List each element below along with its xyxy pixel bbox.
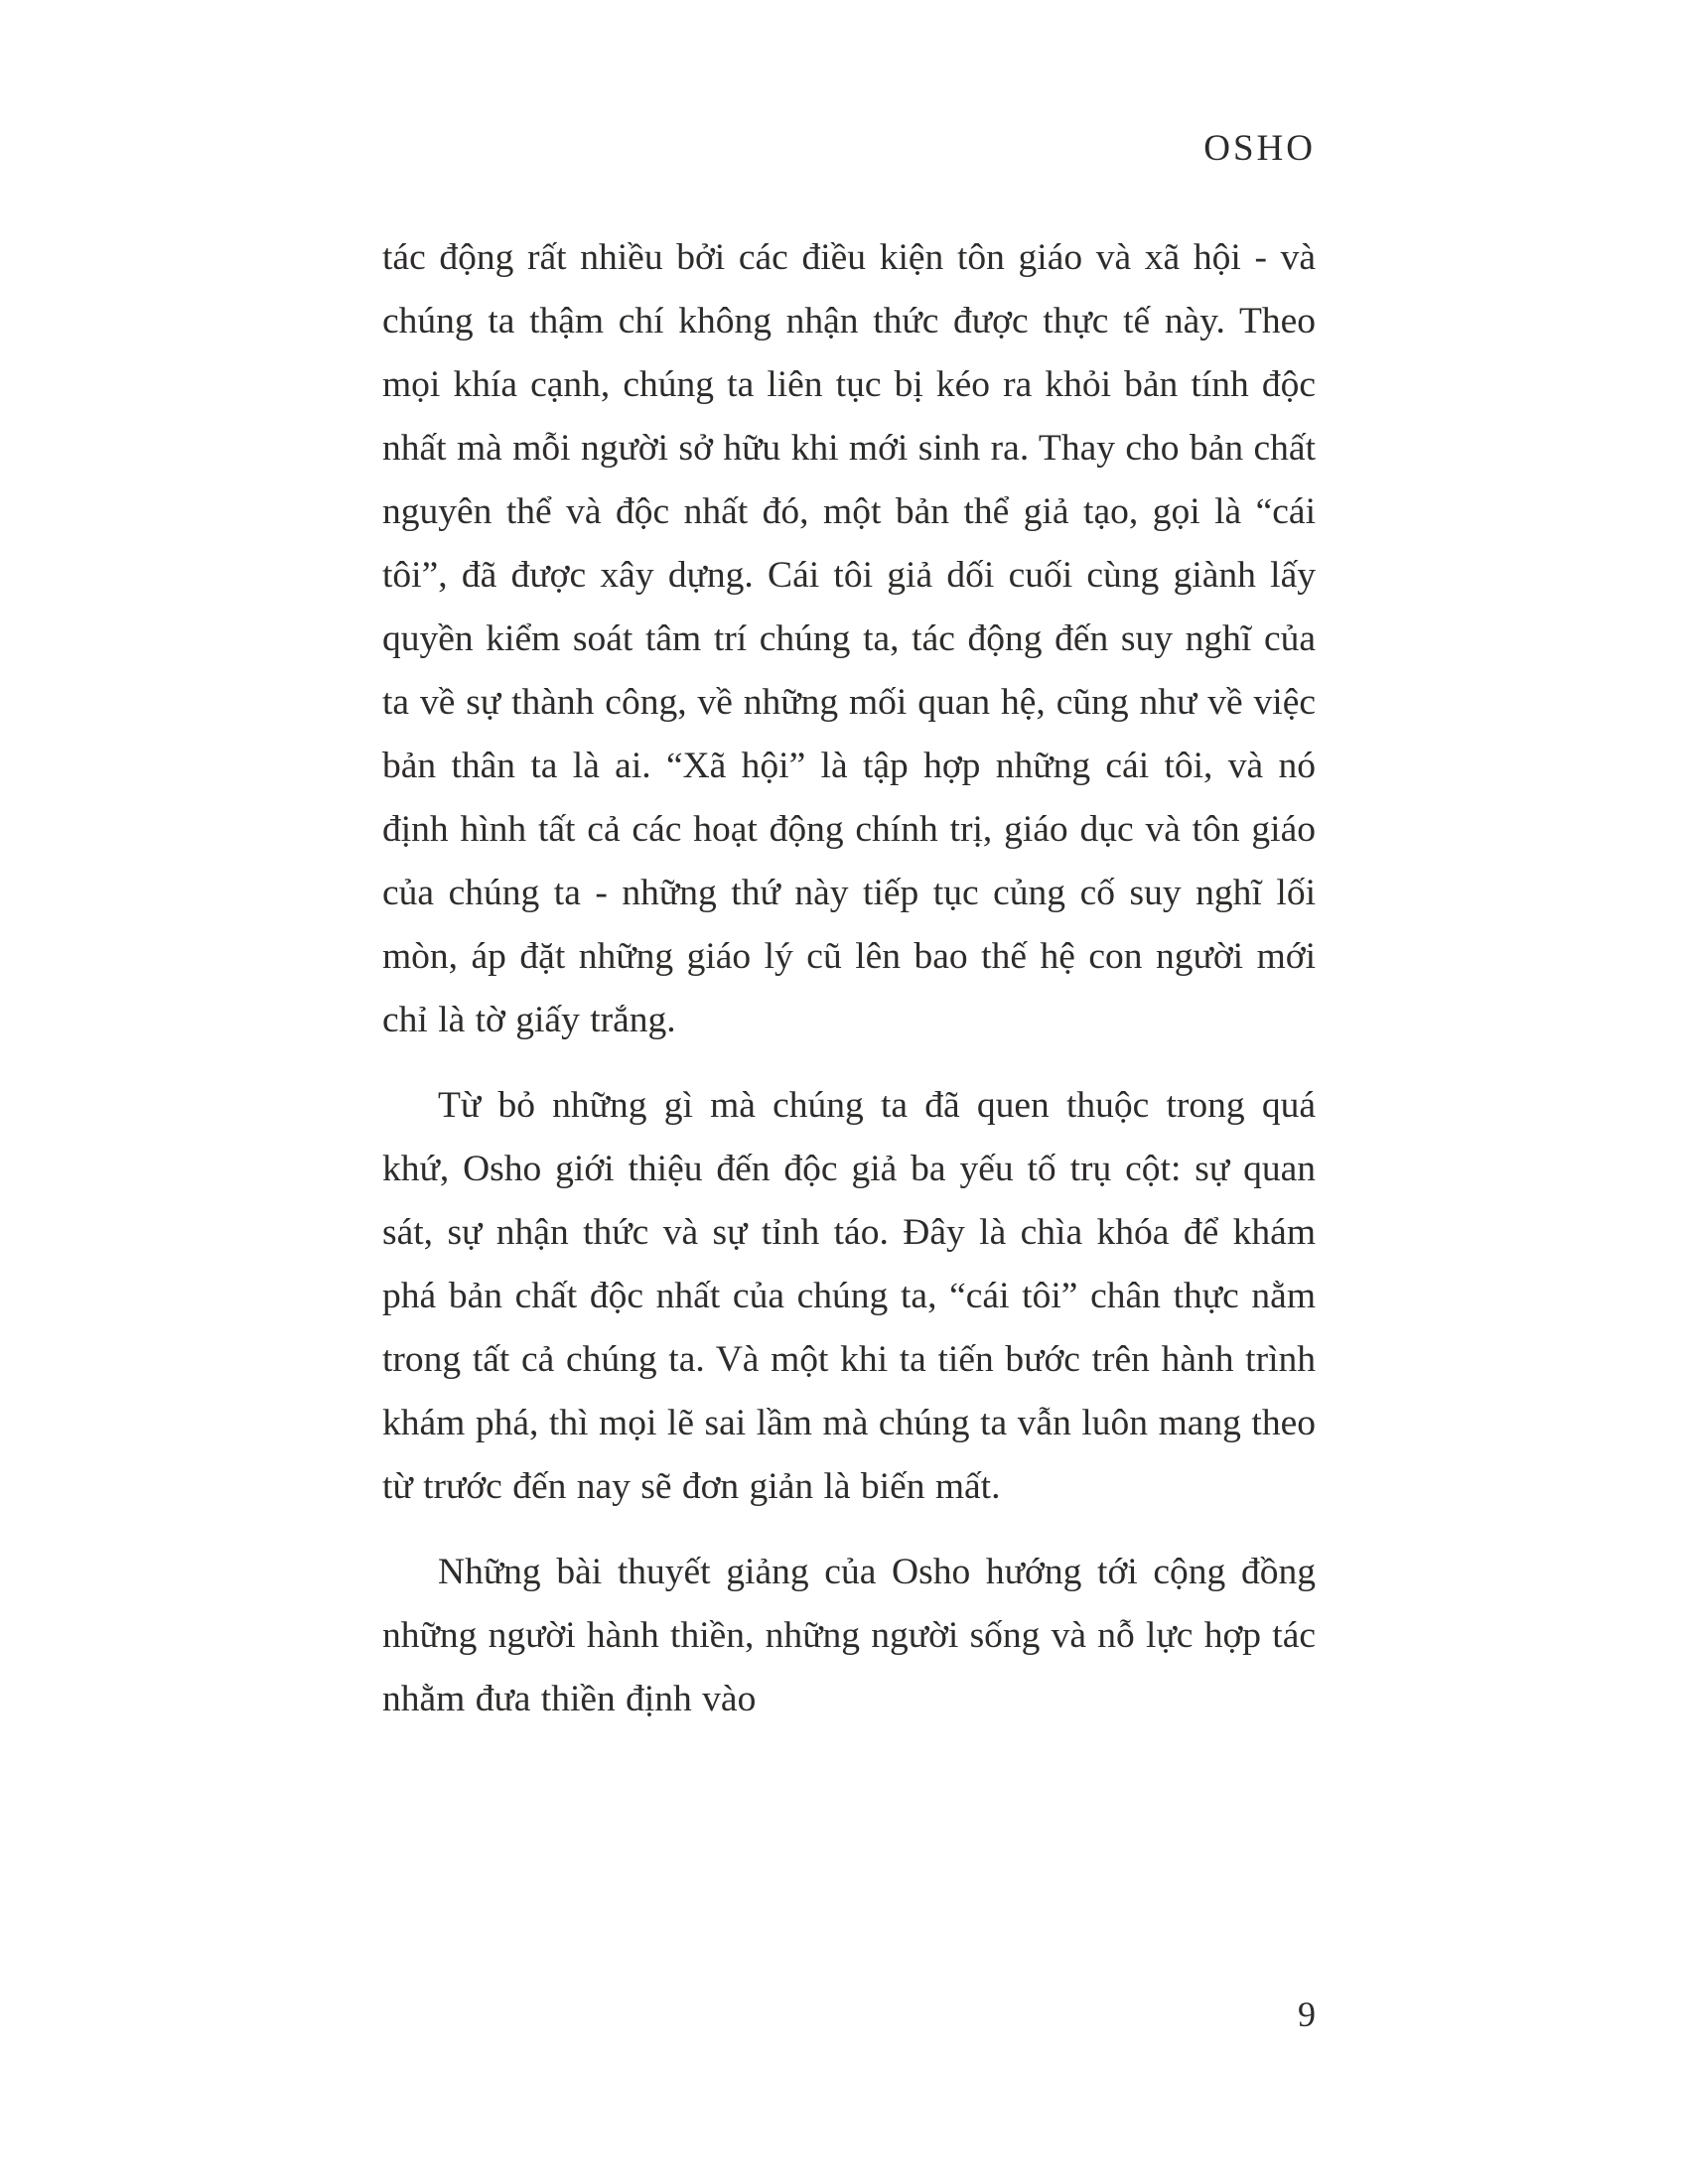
paragraph: tác động rất nhiều bởi các điều kiện tôn giáo và xã hội - và chúng ta thậm chí không nhận thức được thực tế này. Theo mọi khía cạnh, chúng ta liên tục bị kéo ra khỏi bản tính độc nhất mà mỗi người sở hữu khi mới sinh ra. Thay cho bản chất nguyên thể và độc nhất đó, một bản thể giả tạo, gọi là “cái tôi”, đã được xây dựng. Cái tôi giả dối cuối cùng giành lấy quyền kiểm soát tâm trí chúng ta, tác động đến suy nghĩ của ta về sự thành công, về những mối quan hệ, cũng như về việc bản thân ta là ai. “Xã hội” là tập hợp những cái tôi, và nó định hình tất cả các hoạt động chính trị, giáo dục và tôn giáo của chúng ta - những thứ này tiếp tục củng cố suy nghĩ lối mòn, áp đặt những giáo lý cũ lên bao thế hệ con người mới chỉ là tờ giấy trắng.	[382, 237, 1316, 1040]
page-number: 9	[1298, 1994, 1316, 2034]
text-block	[382, 226, 1316, 1753]
paragraph: Từ bỏ những gì mà chúng ta đã quen thuộc trong quá khứ, Osho giới thiệu đến độc giả ba yếu tố trụ cột: sự quan sát, sự nhận thức và sự tỉnh táo. Đây là chìa khóa để khám phá bản chất độc nhất của chúng ta, “cái tôi” chân thực nằm trong tất cả chúng ta. Và một khi ta tiến bước trên hành trình khám phá, thì mọi lẽ sai lầm mà chúng ta vẫn luôn mang theo từ trước đến nay sẽ đơn giản là biến mất.	[382, 1085, 1316, 1507]
paragraph: Những bài thuyết giảng của Osho hướng tới cộng đồng những người hành thiền, những người sống và nỗ lực hợp tác nhằm đưa thiền định vào	[382, 1552, 1316, 1719]
running-header: OSHO	[1203, 128, 1316, 169]
